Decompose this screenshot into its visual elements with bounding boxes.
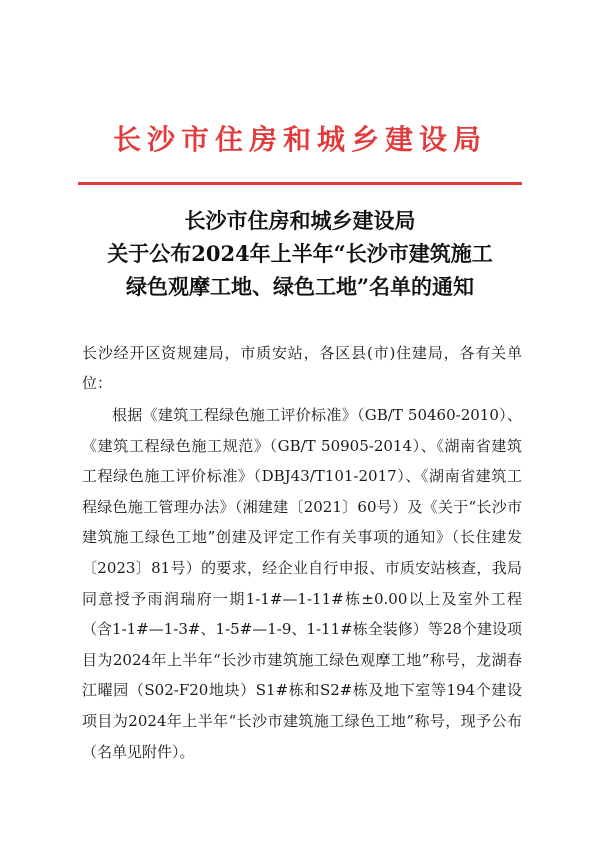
salutation: 长沙经开区资规建局，市质安站，各区县(市)住建局，各有关单位： xyxy=(82,344,522,392)
notice-title xyxy=(40,204,560,303)
body-paragraph: 根据《建筑工程绿色施工评价标准》（GB/T 50460-2010）、《建筑工程绿色施工规范》（GB/T 50905-2014）、《湖南省建筑工程绿色施工评价标准》（DBJ43/T101-2017）、《湖南省建筑工程绿色施工管理办法》（湘建建〔2021〕60号）及《关于“长沙市建筑施工绿色工地”创建及评定工作有关事项的通知》（长住建发〔2023〕81号）的要求，经企业自行申报、市质安站核查，我局同意授予雨润瑞府一期1-1#—1-11#栋±0.00以上及室外工程（含1-1#—1-3#、1-5#—1-9、1-11#栋全装修）等28个建设项目为2024年上半年“长沙市建筑施工绿色观摩工地”称号，龙湖春江曜园（S02-F20地块）S1#栋和S2#栋及地下室等194个建设项目为2024年上半年“长沙市建筑施工绿色工地”称号，现予公布（名单见附件）。 xyxy=(82,406,522,761)
organization-header: 长沙市住房和城乡建设局 xyxy=(112,123,487,156)
title-line-1: 长沙市住房和城乡建设局 xyxy=(184,208,416,233)
title-line-3: 绿色观摩工地、绿色工地”名单的通知 xyxy=(125,274,475,299)
title-line-2: 关于公布2024年上半年“长沙市建筑施工 xyxy=(107,241,493,266)
header-divider xyxy=(78,182,522,185)
